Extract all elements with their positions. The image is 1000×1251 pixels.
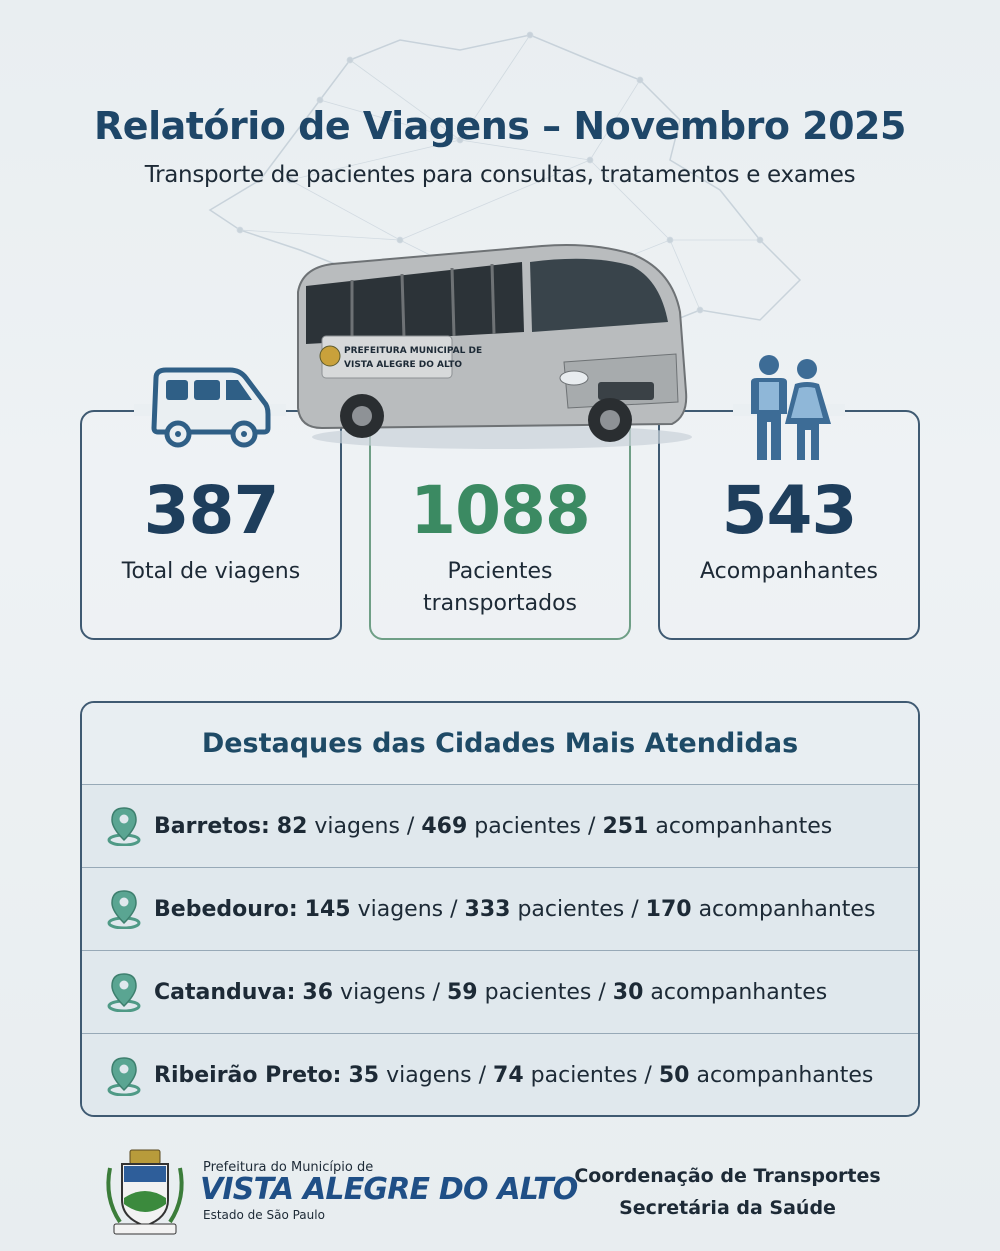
patients-value: 469 — [421, 813, 468, 839]
location-pin-icon — [106, 1056, 142, 1096]
companions-unit: acompanhantes — [650, 979, 828, 1005]
department-info — [540, 1160, 915, 1224]
people-icon — [745, 352, 835, 464]
table-row — [82, 785, 918, 868]
companions-unit: acompanhantes — [698, 896, 876, 922]
table-row — [82, 951, 918, 1034]
location-pin-icon — [106, 889, 142, 929]
city-highlights-table — [80, 701, 920, 1117]
companions-value: 251 — [602, 813, 649, 839]
companions-value: 30 — [612, 979, 644, 1005]
patients-value: 59 — [446, 979, 478, 1005]
stat-label-companions: Acompanhantes — [699, 559, 879, 584]
companions-value: 50 — [658, 1063, 690, 1088]
row-text: Bebedouro: 145 viagens / 333 pacientes / 170 acompanhantes — [154, 896, 876, 922]
city-name: Catanduva: — [154, 979, 296, 1005]
page-title: Relatório de Viagens – Novembro 2025 — [94, 104, 906, 148]
row-text: Ribeirão Preto: 35 viagens / 74 pacientes / 50 acompanhantes — [154, 1063, 874, 1088]
org-prefix: Prefeitura do Município de — [203, 1160, 374, 1175]
municipal-coat-of-arms-logo — [100, 1148, 190, 1238]
trips-value: 36 — [302, 979, 334, 1005]
van-icon — [148, 366, 274, 448]
stat-value-companions: 543 — [721, 472, 857, 549]
bus-sign-line2: VISTA ALEGRE DO ALTO — [344, 360, 463, 370]
city-highlights-title: Destaques das Cidades Mais Atendidas — [82, 703, 918, 785]
patients-value: 333 — [464, 896, 511, 922]
dept-line1: Coordenação de Transportes — [574, 1165, 881, 1187]
patients-unit: pacientes — [517, 896, 625, 922]
dept-line2: Secretária da Saúde — [619, 1197, 836, 1219]
trips-unit: viagens — [357, 896, 444, 922]
location-pin-icon — [106, 972, 142, 1012]
stat-label-trips: Total de viagens — [121, 559, 301, 584]
trips-unit: viagens — [340, 979, 426, 1005]
table-row — [82, 1034, 918, 1117]
trips-value: 82 — [276, 813, 308, 839]
patients-unit: pacientes — [530, 1063, 638, 1088]
companions-unit: acompanhantes — [655, 813, 833, 839]
city-name: Ribeirão Preto: — [154, 1063, 342, 1088]
patients-unit: pacientes — [474, 813, 582, 839]
city-name: Bebedouro: — [154, 896, 298, 922]
patients-value: 74 — [493, 1063, 524, 1088]
city-name: Barretos: — [154, 813, 270, 839]
stat-label-patients: Pacientes transportados — [422, 559, 578, 616]
row-text: Barretos: 82 viagens / 469 pacientes / 251 acompanhantes — [154, 813, 833, 839]
trips-unit: viagens — [314, 813, 400, 839]
org-state: Estado de São Paulo — [203, 1208, 325, 1222]
org-name: VISTA ALEGRE DO ALTO — [200, 1172, 578, 1207]
companions-value: 170 — [645, 896, 692, 922]
row-text: Catanduva: 36 viagens / 59 pacientes / 30 acompanhantes — [154, 979, 828, 1005]
bus-sign-line1: PREFEITURA MUNICIPAL DE — [344, 346, 483, 356]
trips-unit: viagens — [386, 1063, 472, 1088]
companions-unit: acompanhantes — [696, 1063, 874, 1088]
page-subtitle: Transporte de pacientes para consultas, tratamentos e exames — [144, 162, 856, 188]
trips-value: 35 — [348, 1063, 380, 1088]
location-pin-icon — [106, 806, 142, 846]
patients-unit: pacientes — [484, 979, 592, 1005]
bus-image — [292, 232, 692, 454]
table-row — [82, 868, 918, 951]
stat-value-trips: 387 — [143, 472, 279, 549]
stat-value-patients: 1088 — [410, 472, 590, 549]
trips-value: 145 — [304, 896, 351, 922]
